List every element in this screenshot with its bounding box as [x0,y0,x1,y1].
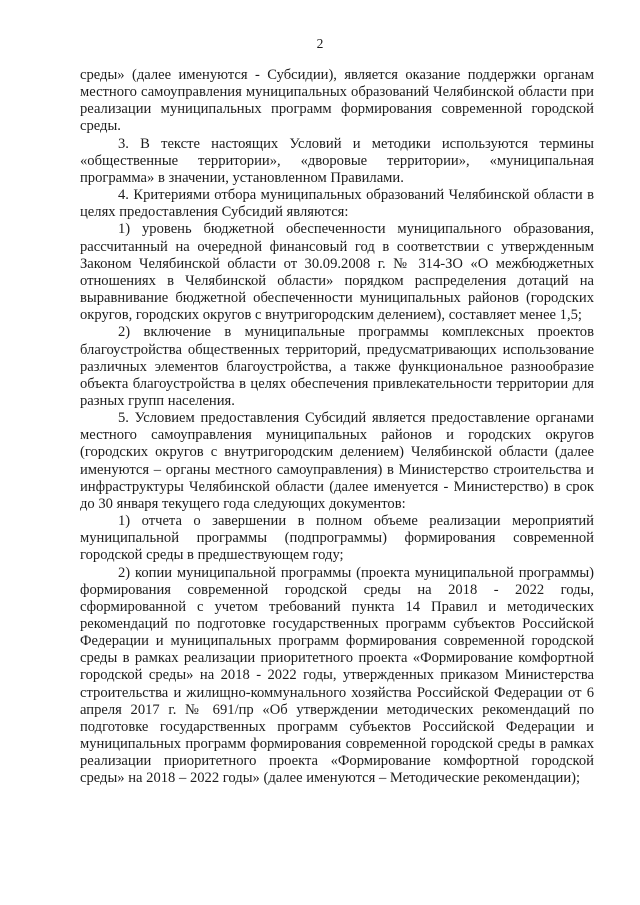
paragraph-continuation: среды» (далее именуются - Субсидии), является оказание поддержки органам местного самоуправления муниципальных образований Челябинской области при реализации муниципальных программ формирования современной городской среды. [80,67,594,135]
page-number: 2 [316,36,324,51]
document-body [80,67,594,788]
paragraph-subitem-4-1: 1) уровень бюджетной обеспеченности муниципального образования, рассчитанный на очередной финансовый год в соответствии с утвержденным Законом Челябинской области от 30.09.2008 г. № 314-ЗО «О межбюджетных отношениях в Челябинской области» порядком распределения дотаций на выравнивание бюджетной обеспеченности муниципальных районов (городских округов, городских округов с внутригородским делением), составляет менее 1,5; [80,221,594,324]
paragraph-subitem-5-1: 1) отчета о завершении в полном объеме реализации мероприятий муниципальной программы (подпрограммы) формирования современной городской среды в предшествующем году; [80,513,594,564]
paragraph-item-4: 4. Критериями отбора муниципальных образований Челябинской области в целях предоставления Субсидий являются: [80,187,594,221]
paragraph-item-3: 3. В тексте настоящих Условий и методики используются термины «общественные территории», «дворовые территории», «муниципальная программа» в значении, установленном Правилами. [80,135,594,186]
paragraph-item-5: 5. Условием предоставления Субсидий является предоставление органами местного самоуправления муниципальных районов и городских округов (городских округов с внутригородским делением) Челябинской области (далее именуются – органы местного самоуправления) в Министерство строительства и инфраструктуры Челябинской области (далее именуется - Министерство) в срок до 30 января текущего года следующих документов: [80,410,594,512]
paragraph-subitem-4-2: 2) включение в муниципальные программы комплексных проектов благоустройства общественных территорий, предусматривающих использование различных элементов благоустройства, а также функциональное разнообразие объекта благоустройства в целях обеспечения привлекательности территории для разных групп населения. [80,324,594,409]
paragraph-subitem-5-2: 2) копии муниципальной программы (проекта муниципальной программы) формирования современной городской среды на 2018 - 2022 годы, сформированной с учетом требований пункта 14 Правил и методических рекомендаций по подготовке государственных программ субъектов Российской Федерации и муниципальных программ формирования современной городской среды в рамках реализации приоритетного проекта «Формирование комфортной городской среды» на 2018 - 2022 годы, утвержденных приказом Министерства строительства и жилищно-коммунального хозяйства Российской Федерации от 6 апреля 2017 г. № 691/пр «Об утверждении методических рекомендаций по подготовке государственных программ субъектов Российской Федерации и муниципальных программ формирования современной городской среды в рамках реализации приоритетного проекта «Формирование комфортной городской среды» на 2018 – 2022 годы» (далее именуются – Методические рекомендации); [80,564,594,787]
